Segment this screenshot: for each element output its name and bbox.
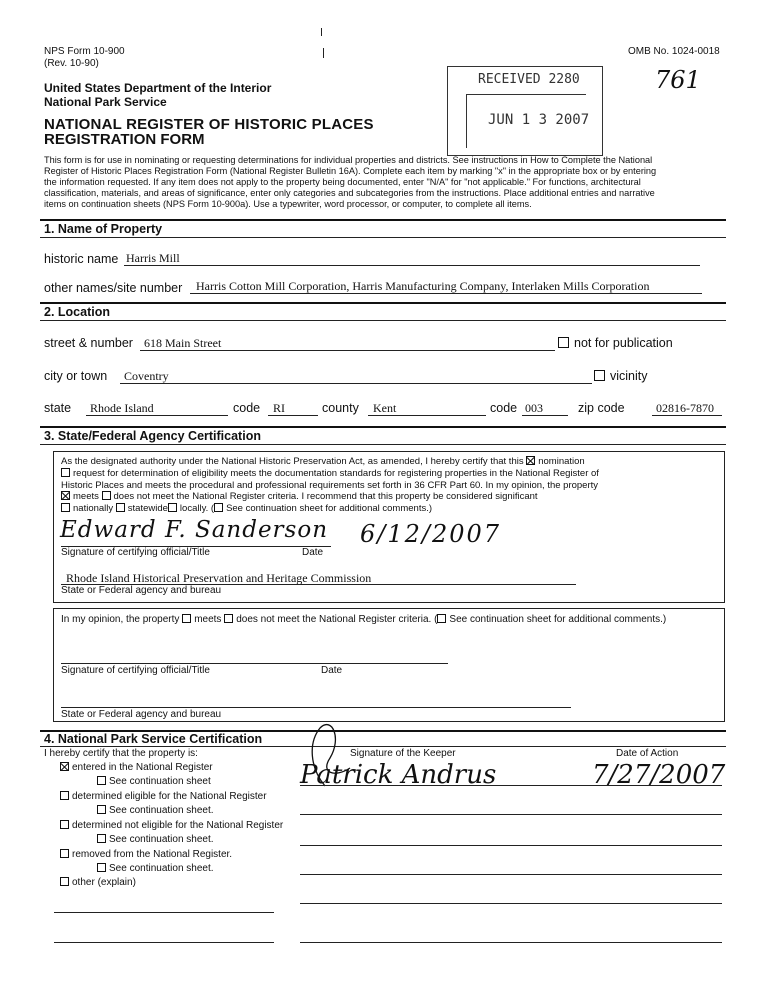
- county-value[interactable]: Kent: [373, 401, 397, 415]
- does-not-meet-checkbox[interactable]: [102, 491, 111, 500]
- street-label: street & number: [44, 336, 133, 350]
- continuation-eligible[interactable]: See continuation sheet.: [97, 805, 214, 816]
- opinion-agency-label: State or Federal agency and bureau: [61, 709, 222, 720]
- certifying-date-handwritten: 6/12/2007: [360, 520, 502, 548]
- section-4-title: 4. National Park Service Certification: [44, 732, 263, 746]
- meets-checkbox[interactable]: [61, 491, 70, 500]
- not-for-publication-checkbox[interactable]: not for publication: [558, 336, 673, 350]
- checkbox-icon: [60, 762, 69, 771]
- option-other[interactable]: other (explain): [60, 877, 136, 888]
- state-label: state: [44, 401, 72, 415]
- stamp-received-text: RECEIVED 2280: [478, 72, 580, 87]
- opinion-does-not-meet-checkbox[interactable]: [224, 614, 233, 623]
- form-number: NPS Form 10-900: [44, 46, 125, 57]
- action-date-handwritten: 7/27/2007: [592, 760, 726, 790]
- county-code-label: code: [490, 401, 518, 415]
- instructions-paragraph: This form is for use in nominating or requesting determinations for individual properties and districts. See instructions in How to Complete the National Register of Historic Places Registration Form (National Register Bulletin 16A). Complete each item by marking "x" in the appropriate box or by entering the information requested. If any item does not apply to the property being documented, enter "N/A" for "not applicable." For functions, architectural classification, materials, and areas of significance, enter only categories and subcategories from the instructions. Place additional entries and narrative items on continuation sheets (NPS Form 10-900a). Use a typewriter, word processor, or computer, to complete all items.: [44, 155, 657, 209]
- zip-label: zip code: [578, 401, 625, 415]
- street-value[interactable]: 618 Main Street: [144, 336, 222, 350]
- locally-checkbox[interactable]: [168, 503, 177, 512]
- state-value[interactable]: Rhode Island: [90, 401, 154, 415]
- form-revision: (Rev. 10-90): [44, 58, 99, 69]
- service-name: National Park Service: [44, 95, 167, 109]
- vicinity-checkbox[interactable]: vicinity: [594, 369, 648, 383]
- omb-number: OMB No. 1024-0018: [628, 46, 720, 57]
- continuation-entered[interactable]: See continuation sheet: [97, 776, 211, 787]
- city-label: city or town: [44, 369, 108, 383]
- form-subtitle: REGISTRATION FORM: [44, 131, 205, 148]
- statewide-checkbox[interactable]: [116, 503, 125, 512]
- request-determination-checkbox[interactable]: [61, 468, 70, 477]
- keeper-signature: Patrick Andrus: [300, 760, 497, 790]
- state-certification-text: As the designated authority under the National Historic Preservation Act, as amended, I hereby certify that this nomination request for determination of eligibility meets the documentation standards for registering properties in the National Register of Historic Places and meets the procedural and professional requirements set forth in 36 CFR Part 60. In my opinion, the property meets does not meet the National Register criteria. I recommend that this property be considered significant nationally statewide locally. ( See continuation sheet for additional comments.): [61, 456, 599, 515]
- checkbox-icon: [97, 776, 106, 785]
- section-3-title: 3. State/Federal Agency Certification: [44, 429, 261, 443]
- checkbox-icon: [60, 791, 69, 800]
- continuation-checkbox[interactable]: [214, 503, 223, 512]
- zip-value[interactable]: 02816-7870: [656, 401, 714, 415]
- date-label: Date: [302, 547, 324, 558]
- county-label: county: [322, 401, 359, 415]
- section-2-title: 2. Location: [44, 305, 110, 319]
- county-code-value[interactable]: 003: [525, 401, 543, 415]
- state-code-value[interactable]: RI: [273, 401, 285, 415]
- nomination-checkbox[interactable]: [526, 456, 535, 465]
- opinion-continuation-checkbox[interactable]: [437, 614, 446, 623]
- department-name: United States Department of the Interior: [44, 81, 272, 95]
- form-title: NATIONAL REGISTER OF HISTORIC PLACES: [44, 116, 374, 133]
- checkbox-icon: [97, 834, 106, 843]
- signature-label: Signature of certifying official/Title: [61, 547, 210, 558]
- nps-intro: I hereby certify that the property is:: [44, 748, 198, 759]
- handwritten-reference: 761: [655, 66, 701, 94]
- keeper-signature-label: Signature of the Keeper: [350, 748, 456, 759]
- checkbox-icon: [97, 805, 106, 814]
- date-of-action-label: Date of Action: [616, 748, 679, 759]
- historic-name-label: historic name: [44, 252, 119, 266]
- option-entered[interactable]: entered in the National Register: [60, 762, 213, 773]
- checkbox-icon: [97, 863, 106, 872]
- opinion-text: In my opinion, the property meets does not meet the National Register criteria. ( See continuation sheet for additional comments.): [61, 614, 667, 625]
- agency-label: State or Federal agency and bureau: [61, 585, 222, 596]
- option-determined-eligible[interactable]: determined eligible for the National Register: [60, 791, 267, 802]
- checkbox-icon: [60, 820, 69, 829]
- certifying-official-signature: Edward F. Sanderson: [60, 517, 329, 543]
- stamp-date-text: JUN 1 3 2007: [488, 112, 590, 128]
- checkbox-icon: [60, 877, 69, 886]
- state-code-label: code: [233, 401, 261, 415]
- historic-name-value[interactable]: Harris Mill: [126, 251, 180, 265]
- option-removed[interactable]: removed from the National Register.: [60, 849, 232, 860]
- checkbox-icon: [60, 849, 69, 858]
- opinion-meets-checkbox[interactable]: [182, 614, 191, 623]
- section-1-title: 1. Name of Property: [44, 222, 163, 236]
- continuation-not-eligible[interactable]: See continuation sheet.: [97, 834, 214, 845]
- checkbox-icon: [558, 337, 569, 348]
- nationally-checkbox[interactable]: [61, 503, 70, 512]
- option-determined-not-eligible[interactable]: determined not eligible for the National Register: [60, 820, 283, 831]
- other-names-label: other names/site number: [44, 281, 183, 295]
- city-value[interactable]: Coventry: [124, 369, 169, 383]
- opinion-date-label: Date: [321, 665, 343, 676]
- opinion-signature-label: Signature of certifying official/Title: [61, 665, 210, 676]
- agency-value[interactable]: Rhode Island Historical Preservation and Heritage Commission: [66, 571, 372, 585]
- checkbox-icon: [594, 370, 605, 381]
- continuation-removed[interactable]: See continuation sheet.: [97, 863, 214, 874]
- other-names-value[interactable]: Harris Cotton Mill Corporation, Harris Manufacturing Company, Interlaken Mills Corporation: [196, 279, 650, 293]
